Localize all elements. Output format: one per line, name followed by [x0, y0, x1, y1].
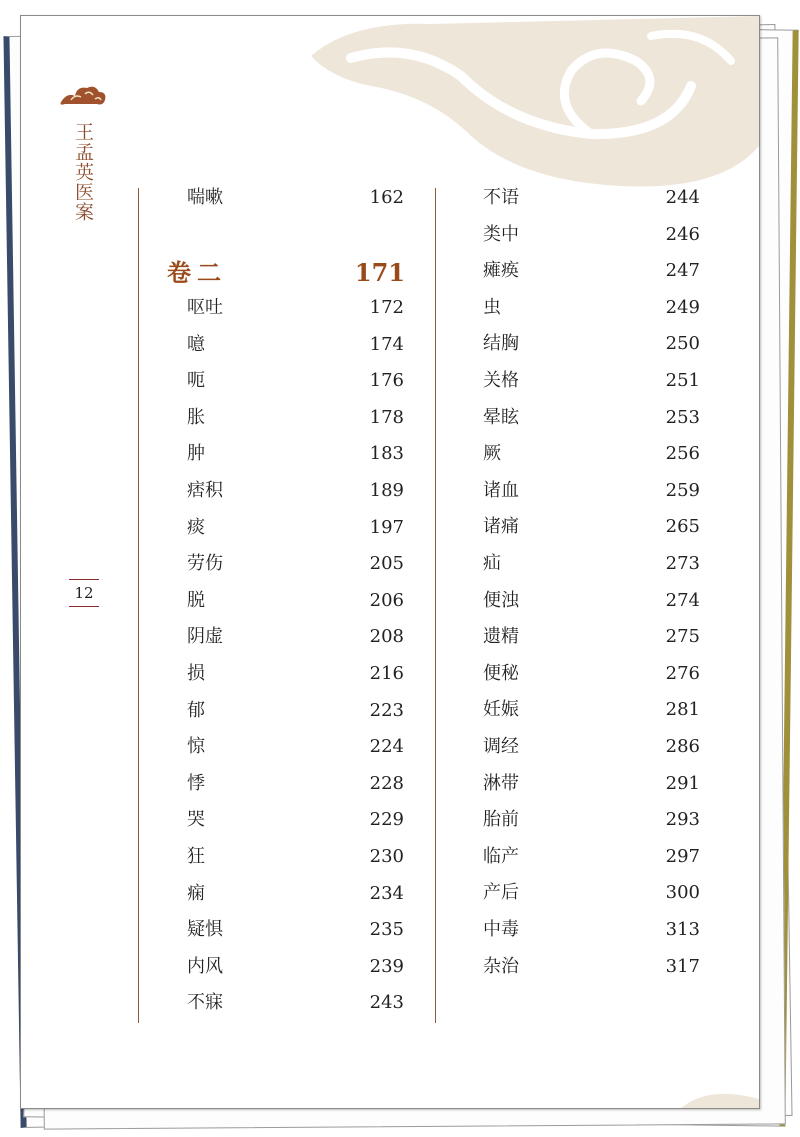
toc-entry-title: 便浊: [483, 589, 519, 611]
column-rule-left: [138, 188, 139, 1023]
toc-entry-title: 痰: [187, 516, 205, 538]
toc-entry[interactable]: [483, 952, 700, 982]
toc-entry-page: 297: [665, 845, 700, 867]
toc-entry-title: 中毒: [483, 919, 519, 940]
toc-entry-page: 246: [665, 223, 700, 245]
toc-entry-title: 狂: [187, 846, 205, 867]
toc-entry-title: 损: [187, 663, 205, 684]
toc-entry-page: 244: [665, 187, 700, 208]
toc-entry[interactable]: [483, 512, 700, 542]
toc-entry[interactable]: [187, 330, 404, 360]
toc-entry[interactable]: [187, 586, 404, 616]
toc-entry[interactable]: [187, 988, 404, 1018]
column-rule-middle: [435, 188, 436, 1023]
toc-entry-page: 224: [369, 736, 404, 758]
toc-entry-title: 噫: [187, 333, 205, 355]
auspicious-cloud-icon: [57, 82, 109, 110]
toc-entry-title: 呃: [187, 370, 205, 392]
toc-entry[interactable]: [483, 220, 700, 250]
toc-entry-page: 206: [369, 589, 404, 611]
toc-entry-page: 229: [369, 809, 404, 831]
toc-entry[interactable]: [187, 293, 404, 323]
toc-entry-page: 256: [665, 443, 700, 465]
toc-entry[interactable]: [483, 403, 700, 433]
toc-entry-page: 286: [665, 736, 700, 757]
toc-entry-title: 胎前: [483, 809, 519, 831]
toc-entry[interactable]: [483, 659, 700, 689]
toc-entry-title: 哭: [187, 809, 205, 831]
toc-entry-title: 呕吐: [187, 297, 223, 318]
toc-entry-page: 313: [665, 919, 700, 940]
toc-entry-page: 243: [369, 992, 404, 1014]
toc-entry[interactable]: [483, 695, 700, 725]
toc-entry-page: 317: [665, 955, 700, 977]
toc-entry-page: 249: [665, 296, 700, 318]
toc-entry-title: 结胸: [483, 333, 519, 355]
toc-entry[interactable]: [483, 586, 700, 616]
toc-entry-title: 诸血: [483, 479, 519, 501]
toc-entry-title: 悸: [187, 772, 205, 794]
toc-entry-title: 惊: [187, 736, 205, 758]
toc-entry[interactable]: [483, 915, 700, 945]
toc-entry-title: 类中: [483, 223, 519, 245]
toc-entry-page: 174: [369, 333, 404, 355]
toc-entry-title: 痫: [187, 882, 205, 904]
toc-entry-title: 劳伤: [187, 553, 223, 575]
toc-entry[interactable]: [483, 293, 700, 323]
page-number: 12: [69, 579, 99, 607]
cloud-pattern-background: [291, 16, 759, 196]
toc-entry-page: 189: [369, 480, 404, 501]
toc-entry-title: 胀: [187, 406, 205, 428]
toc-entry-page: 183: [369, 443, 404, 465]
toc-entry-page: 247: [665, 260, 700, 282]
toc-entry-page: 172: [369, 297, 404, 318]
toc-entry[interactable]: [187, 732, 404, 762]
toc-entry[interactable]: [483, 622, 700, 652]
toc-entry[interactable]: [483, 878, 700, 908]
toc-entry-title: 痞积: [187, 480, 223, 501]
toc-entry[interactable]: [483, 183, 700, 213]
toc-entry[interactable]: [187, 366, 404, 396]
toc-entry-page: 230: [369, 846, 404, 867]
toc-entry-page: 197: [369, 516, 404, 538]
toc-entry-page: 274: [665, 589, 700, 611]
toc-entry[interactable]: [187, 476, 404, 506]
toc-entry[interactable]: [483, 842, 700, 872]
toc-entry-page: 250: [665, 333, 700, 355]
toc-entry[interactable]: [483, 366, 700, 396]
toc-entry-title: 脱: [187, 589, 205, 611]
toc-entry[interactable]: [483, 769, 700, 799]
toc-entry-title: 不语: [483, 187, 519, 208]
toc-entry-page: 276: [665, 662, 700, 684]
toc-entry-title: 产后: [483, 882, 519, 904]
toc-entry-title: 厥: [483, 443, 501, 465]
toc-entry-page: 234: [369, 882, 404, 904]
toc-entry[interactable]: [483, 476, 700, 506]
toc-entry-title: 疑惧: [187, 919, 223, 941]
toc-entry-page: 273: [665, 553, 700, 574]
toc-entry-title: 晕眩: [483, 406, 519, 428]
toc-entry[interactable]: [187, 879, 404, 909]
toc-entry-page: 235: [369, 919, 404, 941]
toc-entry[interactable]: [187, 805, 404, 835]
toc-entry-title: 阴虚: [187, 626, 223, 648]
toc-entry[interactable]: [483, 256, 700, 286]
toc-entry-title: 临产: [483, 845, 519, 867]
book-title: 王孟英医案: [72, 122, 94, 222]
toc-entry-title: 虫: [483, 296, 501, 318]
toc-entry[interactable]: [187, 439, 404, 469]
toc-entry[interactable]: [187, 622, 404, 652]
toc-entry-page: 259: [665, 479, 700, 501]
toc-entry-page: 253: [665, 406, 700, 428]
toc-entry-title: 诸痛: [483, 516, 519, 538]
toc-entry-title: 内风: [187, 955, 223, 977]
toc-entry-page: 239: [369, 955, 404, 977]
toc-entry[interactable]: [187, 513, 404, 543]
toc-entry-page: 300: [665, 882, 700, 904]
toc-entry[interactable]: [483, 805, 700, 835]
cloud-pattern-footer: [681, 1088, 760, 1108]
toc-entry-page: 223: [369, 699, 404, 721]
toc-entry[interactable]: [483, 439, 700, 469]
toc-entry-title: 喘嗽: [187, 187, 223, 208]
toc-entry-page: 251: [665, 370, 700, 391]
toc-entry[interactable]: [483, 329, 700, 359]
toc-entry-title: 关格: [483, 370, 519, 391]
toc-entry-title: 便秘: [483, 662, 519, 684]
toc-entry-title: 杂治: [483, 955, 519, 977]
toc-entry-page: 162: [369, 187, 404, 208]
toc-entry-title: 疝: [483, 553, 501, 574]
toc-entry-title: 淋带: [483, 772, 519, 794]
toc-entry-page: 216: [369, 663, 404, 684]
toc-entry[interactable]: [187, 769, 404, 799]
toc-entry[interactable]: [187, 696, 404, 726]
toc-entry-title: 肿: [187, 443, 205, 465]
toc-entry-page: 293: [665, 809, 700, 831]
toc-entry[interactable]: [187, 842, 404, 872]
toc-entry-title: 妊娠: [483, 699, 519, 721]
book-page: [20, 15, 760, 1109]
toc-entry[interactable]: [483, 732, 700, 762]
toc-entry-page: 208: [369, 626, 404, 648]
toc-entry-page: 291: [665, 772, 700, 794]
toc-entry-title: 调经: [483, 736, 519, 757]
toc-entry-page: 176: [369, 370, 404, 392]
toc-entry-title: 郁: [187, 699, 205, 721]
section-title: 卷二: [167, 258, 227, 287]
toc-entry-title: 不寐: [187, 992, 223, 1014]
toc-entry-page: 275: [665, 626, 700, 648]
toc-entry-title: 遗精: [483, 626, 519, 648]
section-page: 171: [354, 258, 405, 287]
toc-entry-page: 178: [369, 406, 404, 428]
toc-entry-page: 265: [665, 516, 700, 538]
toc-entry[interactable]: [187, 952, 404, 982]
toc-entry[interactable]: [187, 915, 404, 945]
toc-entry-page: 281: [665, 699, 700, 721]
toc-entry[interactable]: [187, 549, 404, 579]
toc-entry[interactable]: [187, 403, 404, 433]
toc-entry-title: 瘫痪: [483, 260, 519, 282]
toc-entry-page: 228: [369, 772, 404, 794]
toc-section-heading[interactable]: [167, 255, 405, 291]
toc-entry[interactable]: [483, 549, 700, 579]
toc-entry[interactable]: [187, 659, 404, 689]
toc-entry[interactable]: [187, 183, 404, 213]
toc-entry-page: 205: [369, 553, 404, 575]
